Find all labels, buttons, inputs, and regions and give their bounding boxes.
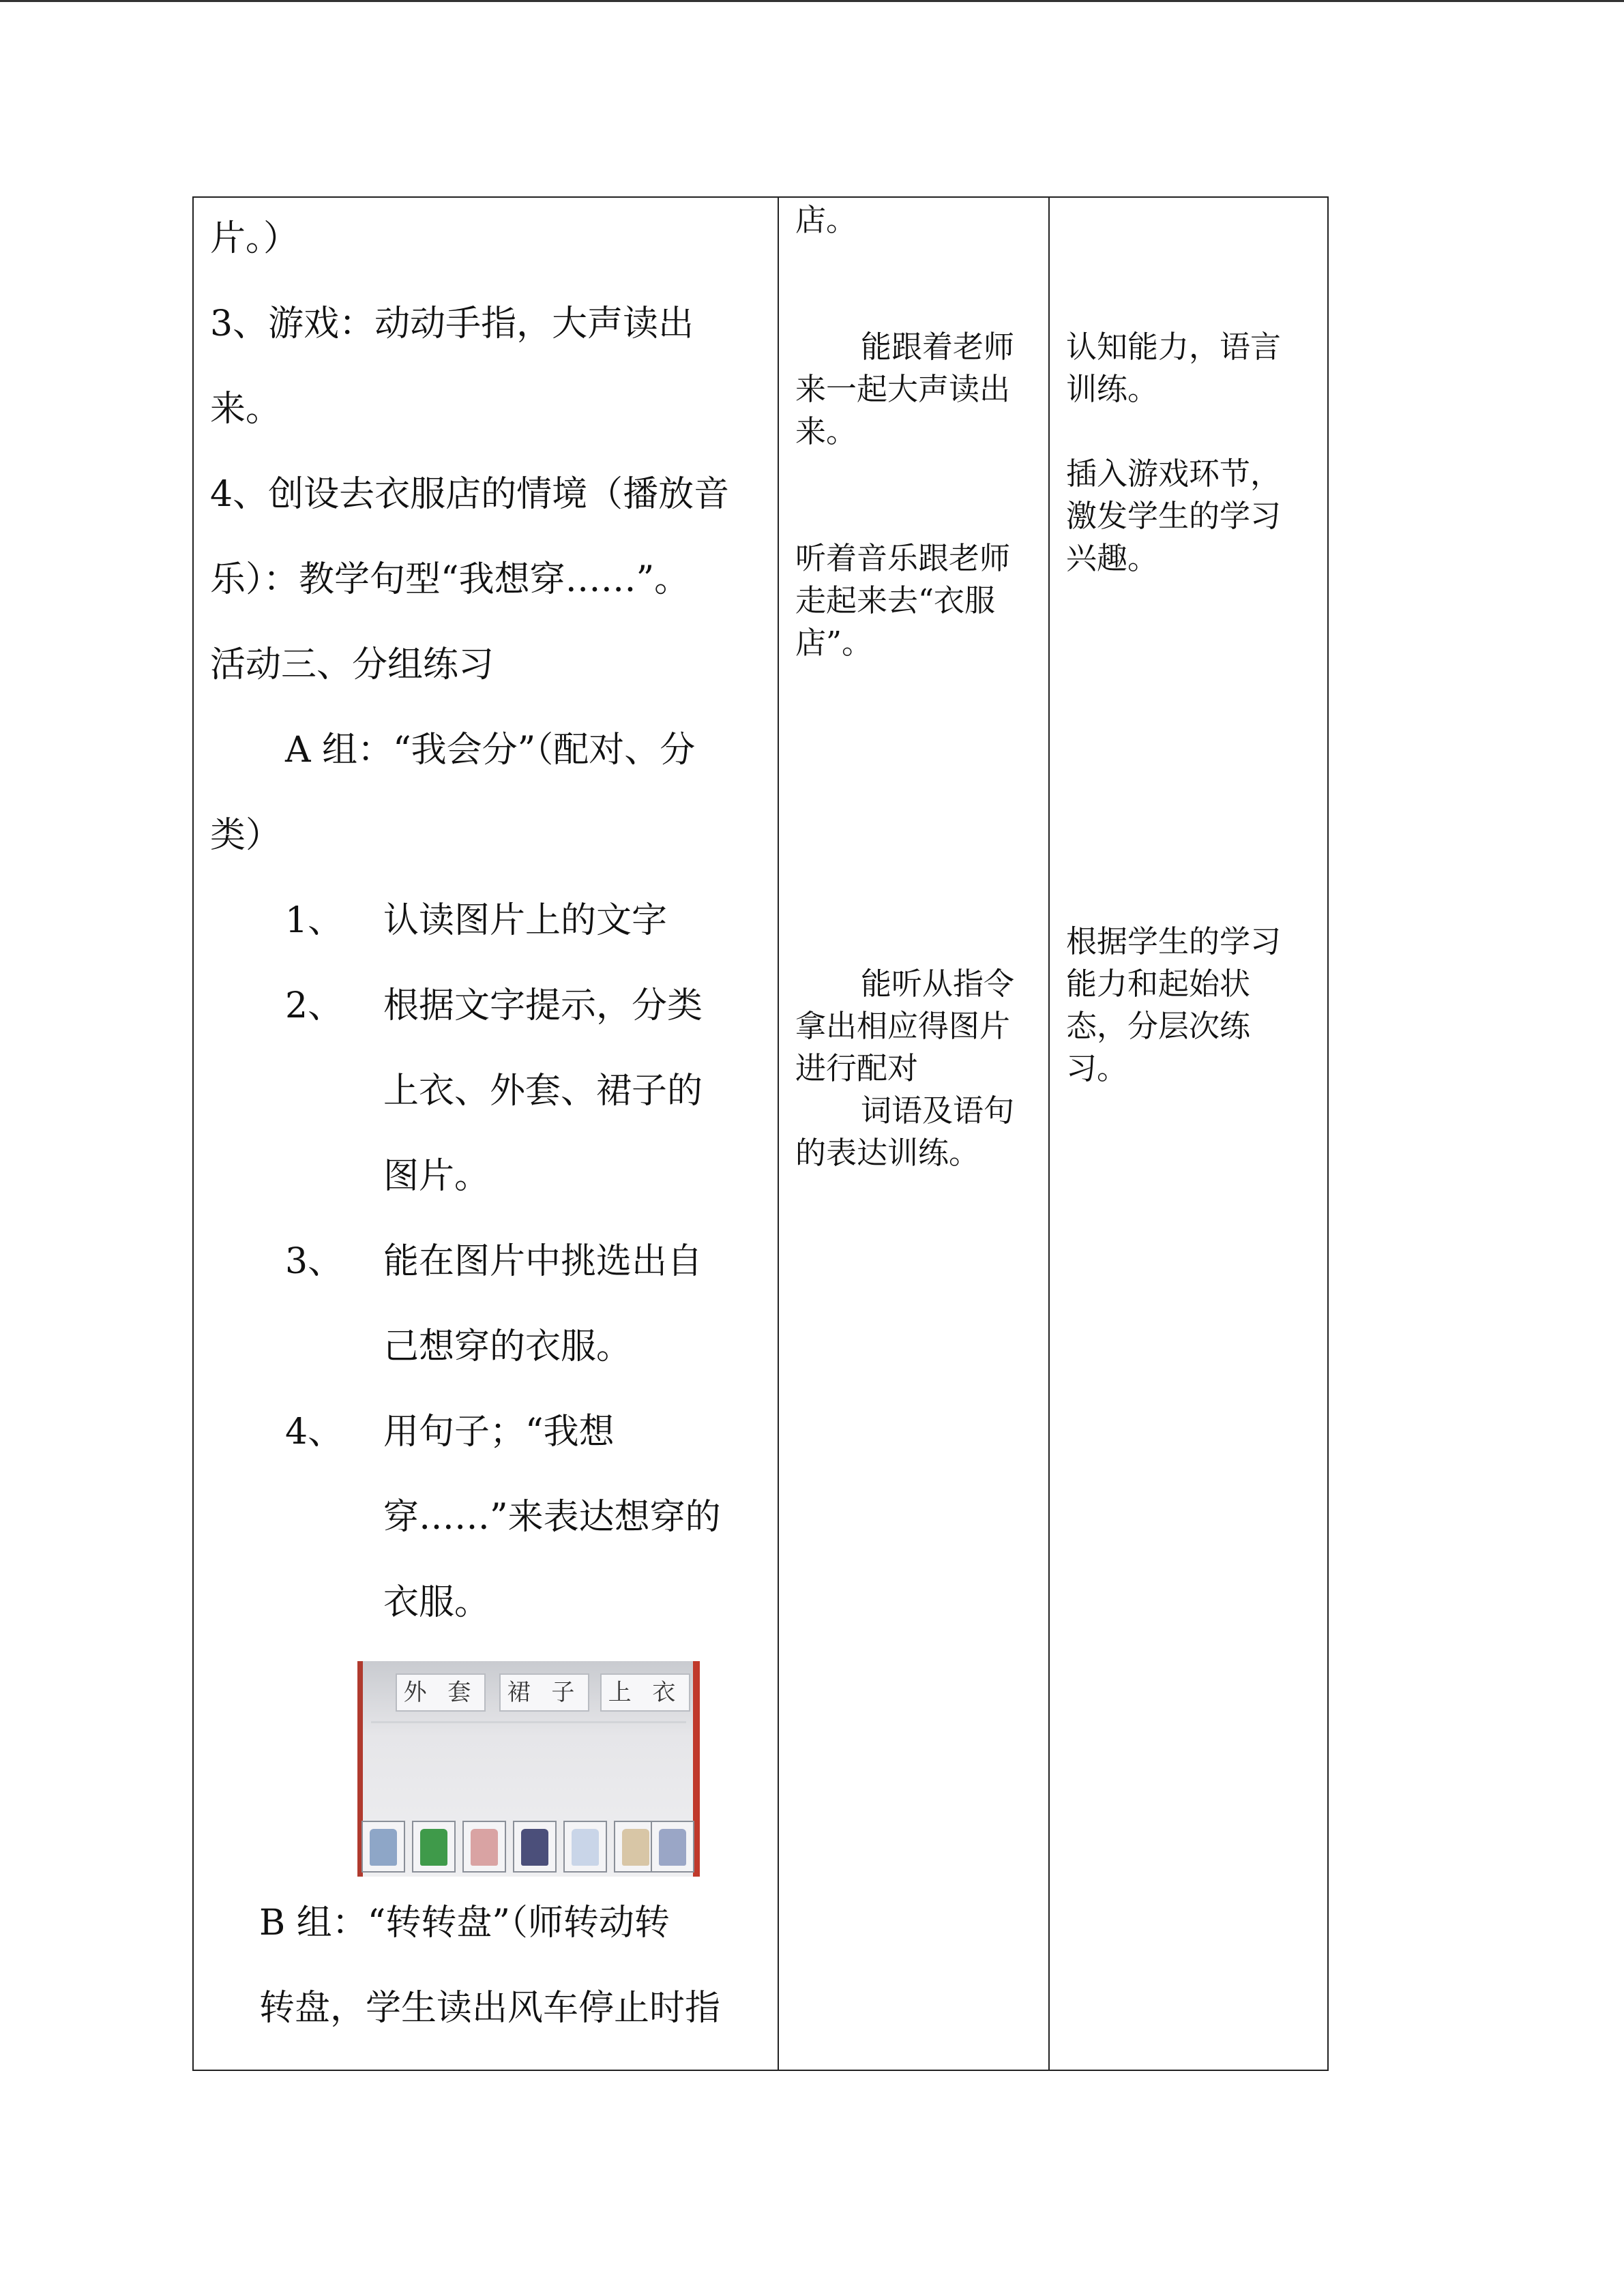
intent-line: 认知能力，语言 bbox=[1066, 329, 1282, 365]
list-text: 用句子；“我想 bbox=[383, 1412, 615, 1452]
clothing-card bbox=[563, 1821, 607, 1873]
activity-line: 听着音乐跟老师 bbox=[795, 540, 1011, 576]
process-line: 转盘，学生读出风车停止时指 bbox=[259, 1988, 721, 2029]
activity-line: 店”。 bbox=[795, 625, 873, 661]
activity-line: 词语及语句 bbox=[861, 1092, 1015, 1129]
activity-line: 能跟着老师 bbox=[861, 329, 1015, 365]
activity-line: 来。 bbox=[795, 413, 857, 449]
list-text: 根据文字提示，分类 bbox=[383, 985, 703, 1026]
activity-line: 能听从指令 bbox=[861, 966, 1015, 1002]
intent-line: 能力和起始状 bbox=[1066, 966, 1251, 1002]
process-line: 4、创设去衣服店的情境（播放音 bbox=[210, 474, 730, 515]
process-line: 3、游戏：动动手指，大声读出 bbox=[210, 303, 694, 344]
clothing-card bbox=[651, 1821, 694, 1873]
process-line: 来。 bbox=[210, 389, 282, 430]
list-number: 1、 bbox=[285, 900, 344, 941]
clothing-card bbox=[412, 1821, 456, 1873]
list-text: 图片。 bbox=[383, 1156, 490, 1197]
intent-line: 兴趣。 bbox=[1066, 540, 1159, 576]
process-cell bbox=[194, 198, 778, 2070]
list-number: 3、 bbox=[285, 1241, 344, 1282]
photo-label-card: 外 套 bbox=[396, 1673, 486, 1712]
intent-line: 根据学生的学习 bbox=[1066, 923, 1282, 959]
activity-line: 走起来去“衣服 bbox=[795, 582, 996, 618]
activity-heading: 活动三、分组练习 bbox=[210, 644, 494, 685]
list-text: 穿……”来表达想穿的 bbox=[383, 1497, 721, 1538]
list-text: 能在图片中挑选出自 bbox=[383, 1241, 703, 1282]
group-b-title: B 组：“转转盘”（师转动转 bbox=[259, 1903, 670, 1943]
clothing-card bbox=[361, 1821, 405, 1873]
clothing-card bbox=[462, 1821, 506, 1873]
list-number: 2、 bbox=[285, 985, 344, 1026]
intent-line: 训练。 bbox=[1066, 371, 1159, 407]
intent-line: 激发学生的学习 bbox=[1066, 498, 1282, 534]
board-divider bbox=[371, 1721, 686, 1723]
list-text: 衣服。 bbox=[383, 1582, 490, 1623]
intent-line: 插入游戏环节， bbox=[1066, 456, 1282, 492]
activity-line: 来一起大声读出 bbox=[795, 371, 1011, 407]
classroom-photo bbox=[357, 1661, 700, 1877]
process-line: 片。） bbox=[210, 218, 299, 259]
activity-line: 拿出相应得图片 bbox=[795, 1008, 1011, 1044]
photo-label-card: 裙 子 bbox=[499, 1673, 589, 1712]
clothing-card bbox=[513, 1821, 557, 1873]
list-number: 4、 bbox=[285, 1412, 344, 1452]
design-intent-cell bbox=[1050, 198, 1329, 2070]
process-line: 类） bbox=[210, 815, 282, 856]
student-activity-cell bbox=[779, 198, 1048, 2070]
activity-line: 进行配对 bbox=[795, 1050, 919, 1086]
process-line: 乐）：教学句型“我想穿……”。 bbox=[210, 559, 690, 600]
list-text: 己想穿的衣服。 bbox=[383, 1326, 632, 1367]
page-top-border bbox=[0, 0, 1624, 2]
activity-line: 的表达训练。 bbox=[795, 1135, 980, 1171]
activity-line: 店。 bbox=[795, 202, 857, 238]
intent-line: 习。 bbox=[1066, 1050, 1128, 1086]
list-text: 认读图片上的文字 bbox=[383, 900, 668, 941]
lesson-table bbox=[192, 196, 1329, 2071]
intent-line: 态，分层次练 bbox=[1066, 1008, 1251, 1044]
group-a-title: A 组：“我会分”（配对、分 bbox=[285, 730, 696, 771]
photo-label-card: 上 衣 bbox=[600, 1673, 690, 1712]
list-text: 上衣、外套、裙子的 bbox=[383, 1071, 703, 1112]
